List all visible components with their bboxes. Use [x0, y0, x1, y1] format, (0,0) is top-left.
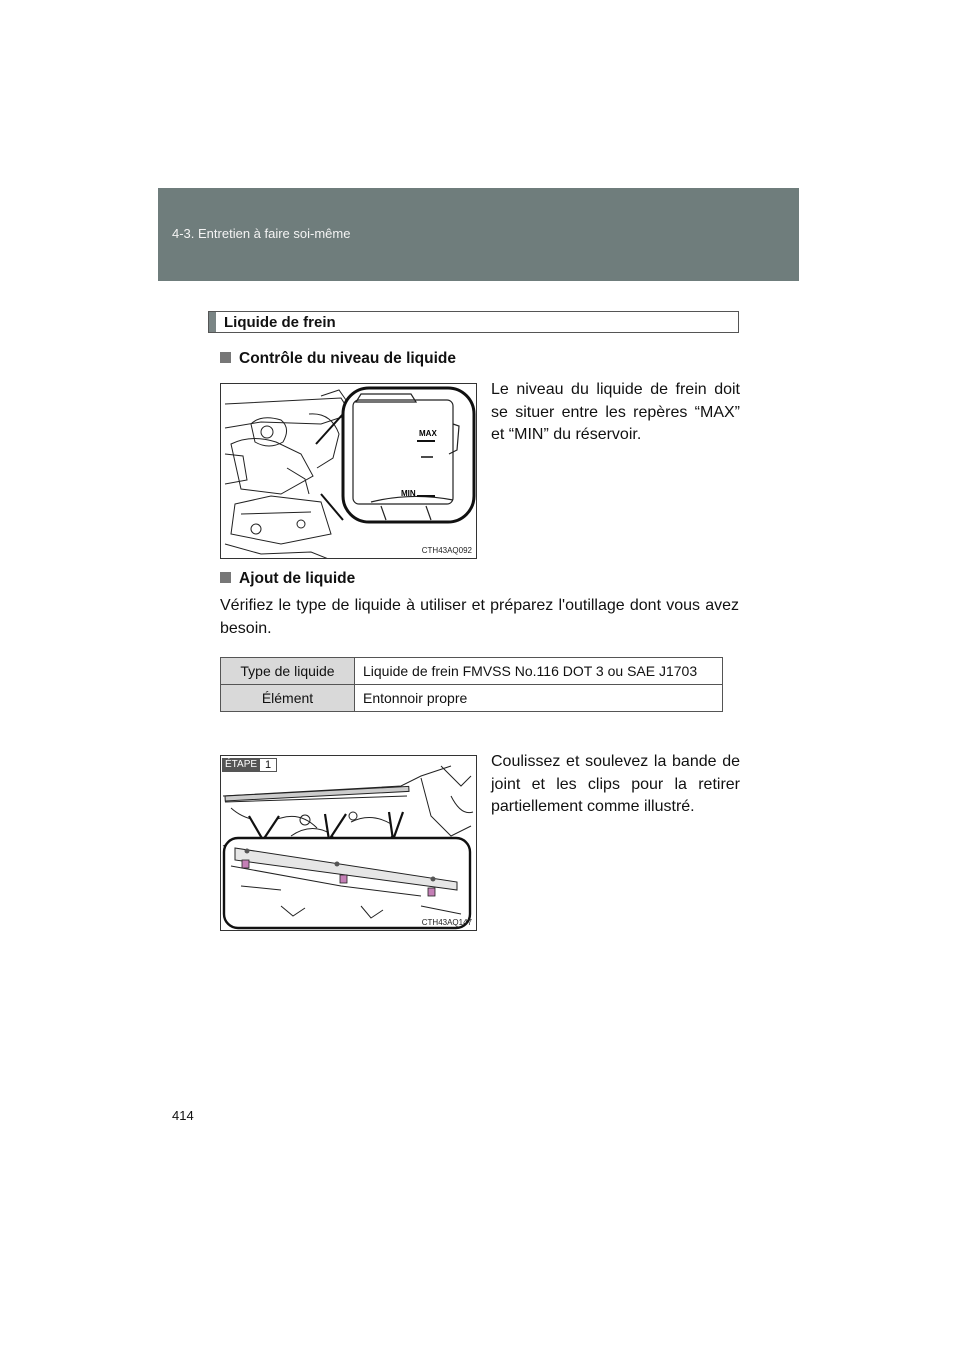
add-paragraph: Vérifiez le type de liquide à utiliser et préparez l'outillage dont vous avez besoin. [220, 597, 739, 637]
square-bullet-icon [220, 352, 231, 363]
max-label: MAX [419, 429, 437, 438]
spec-table [220, 657, 723, 712]
table-row [221, 685, 723, 712]
min-label: MIN [401, 489, 416, 498]
subheading-check-text: Contrôle du niveau de liquide [239, 350, 457, 367]
table-row [221, 658, 723, 685]
table-row-label: Élément [221, 685, 355, 712]
seal-strip-figure [220, 755, 477, 931]
figure-code: CTH43AQ092 [421, 546, 472, 555]
reservoir-illustration [221, 384, 477, 559]
step-number: 1 [260, 758, 277, 772]
step-label: ÉTAPE [222, 758, 260, 772]
section-heading [208, 311, 739, 333]
step-paragraph: Coulissez et soulevez la bande de joint et les clips pour la retirer partiellement comme illustré. [491, 753, 740, 815]
section-heading-bar [209, 312, 216, 332]
subheading-check [220, 350, 456, 368]
page-number: 414 [172, 1108, 194, 1123]
step-badge [222, 758, 277, 772]
subheading-add [220, 570, 355, 588]
check-paragraph: Le niveau du liquide de frein doit se situer entre les repères “MAX” et “MIN” du réservoir. [491, 381, 740, 443]
reservoir-figure [220, 383, 477, 559]
seal-strip-illustration [221, 756, 477, 931]
section-title: Liquide de frein [224, 314, 336, 331]
chapter-header [158, 188, 799, 281]
table-row-label: Type de liquide [221, 658, 355, 685]
table-row-value: Entonnoir propre [355, 685, 723, 712]
square-bullet-icon [220, 572, 231, 583]
chapter-title: 4-3. Entretien à faire soi-même [172, 226, 351, 241]
figure-code: CTH43AQ147 [421, 918, 472, 927]
subheading-add-text: Ajout de liquide [239, 570, 356, 587]
table-row-value: Liquide de frein FMVSS No.116 DOT 3 ou SAE J1703 [355, 658, 723, 685]
